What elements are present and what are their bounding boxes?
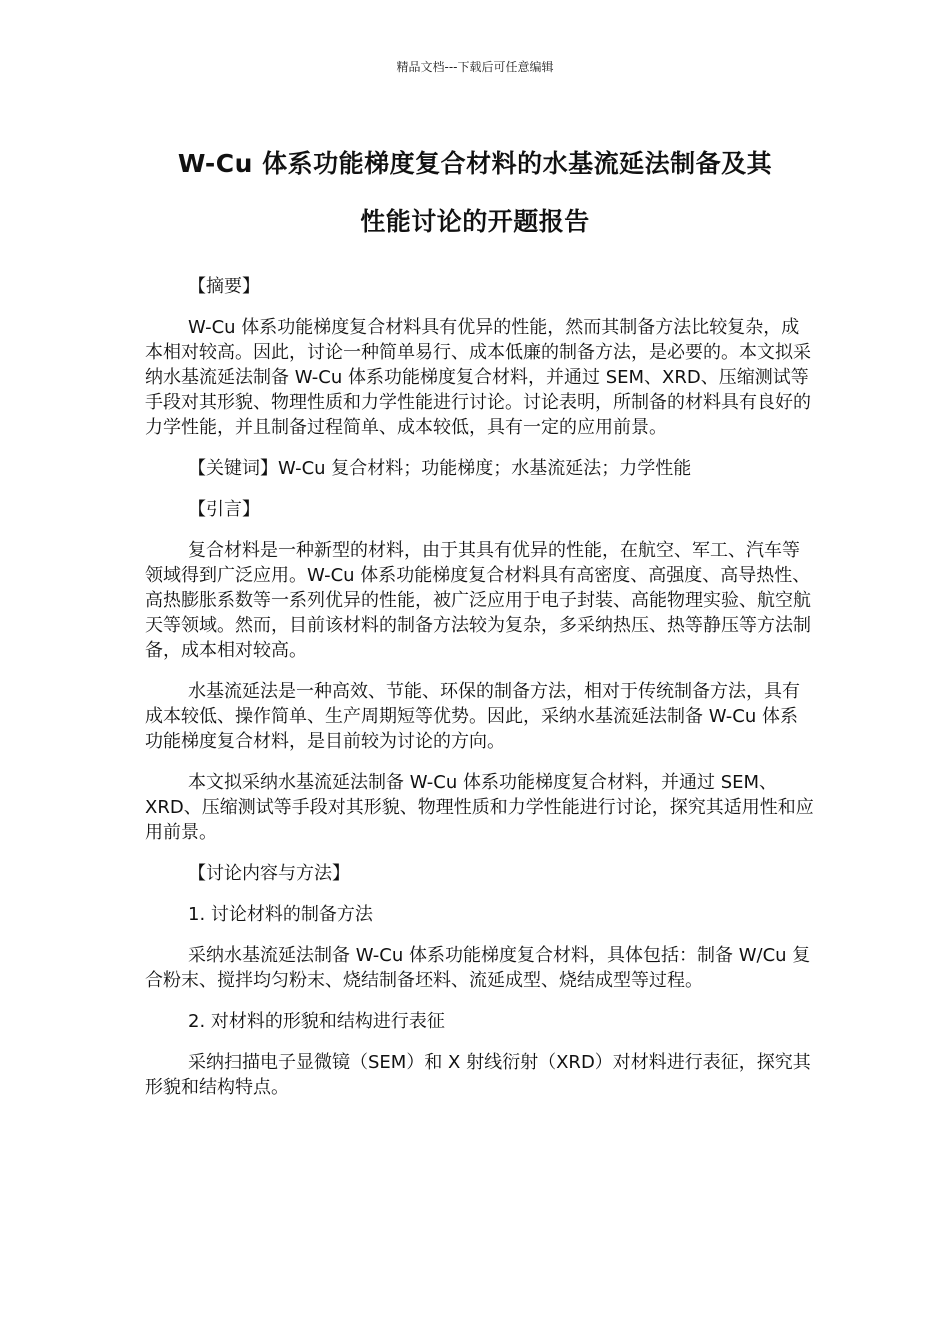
- page-header: 精品文档---下载后可任意编辑: [396, 60, 554, 74]
- document-title: [140, 135, 810, 251]
- document-body: [145, 274, 815, 1116]
- abstract-paragraph: W-Cu 体系功能梯度复合材料具有优异的性能，然而其制备方法比较复杂，成本相对较高。因此，讨论一种简单易行、成本低廉的制备方法，是必要的。本文拟采纳水基流延法制备 W-Cu 体系功能梯度复合材料，并通过 SEM、XRD、压缩测试等手段对其形貌、物理性质和力学性能进行讨论。讨论表明，所制备的材料具有良好的力学性能，并且制备过程简单、成本较低，具有一定的应用前景。: [145, 317, 811, 438]
- introduction-heading: 【引言】: [188, 499, 260, 520]
- methods-heading: 【讨论内容与方法】: [188, 863, 350, 884]
- title-line-1: W-Cu 体系功能梯度复合材料的水基流延法制备及其: [177, 149, 773, 178]
- introduction-paragraph-2: 水基流延法是一种高效、节能、环保的制备方法，相对于传统制备方法，具有成本较低、操作简单、生产周期短等优势。因此，采纳水基流延法制备 W-Cu 体系功能梯度复合材料，是目前较为讨论的方向。: [145, 681, 800, 752]
- abstract-heading: 【摘要】: [188, 276, 260, 297]
- introduction-paragraph-1: 复合材料是一种新型的材料，由于其具有优异的性能，在航空、军工、汽车等领域得到广泛应用。W-Cu 体系功能梯度复合材料具有高密度、高强度、高导热性、高热膨胀系数等一系列优异的性能，被广泛应用于电子封装、高能物理实验、航空航天等领域。然而，目前该材料的制备方法较为复杂，多采纳热压、热等静压等方法制备，成本相对较高。: [145, 540, 811, 661]
- method-item-1-paragraph: 采纳水基流延法制备 W-Cu 体系功能梯度复合材料，具体包括：制备 W/Cu 复合粉末、搅拌均匀粉末、烧结制备坯料、流延成型、烧结成型等过程。: [145, 945, 811, 991]
- keywords-line: 【关键词】W-Cu 复合材料；功能梯度；水基流延法；力学性能: [188, 458, 692, 479]
- method-item-2-paragraph: 采纳扫描电子显微镜（SEM）和 X 射线衍射（XRD）对材料进行表征，探究其形貌和结构特点。: [145, 1052, 811, 1098]
- method-item-2-heading: 2. 对材料的形貌和结构进行表征: [188, 1011, 445, 1032]
- introduction-paragraph-3: 本文拟采纳水基流延法制备 W-Cu 体系功能梯度复合材料，并通过 SEM、XRD、压缩测试等手段对其形貌、物理性质和力学性能进行讨论，探究其适用性和应用前景。: [145, 772, 814, 843]
- method-item-1-heading: 1. 讨论材料的制备方法: [188, 904, 373, 925]
- title-line-2: 性能讨论的开题报告: [360, 207, 590, 236]
